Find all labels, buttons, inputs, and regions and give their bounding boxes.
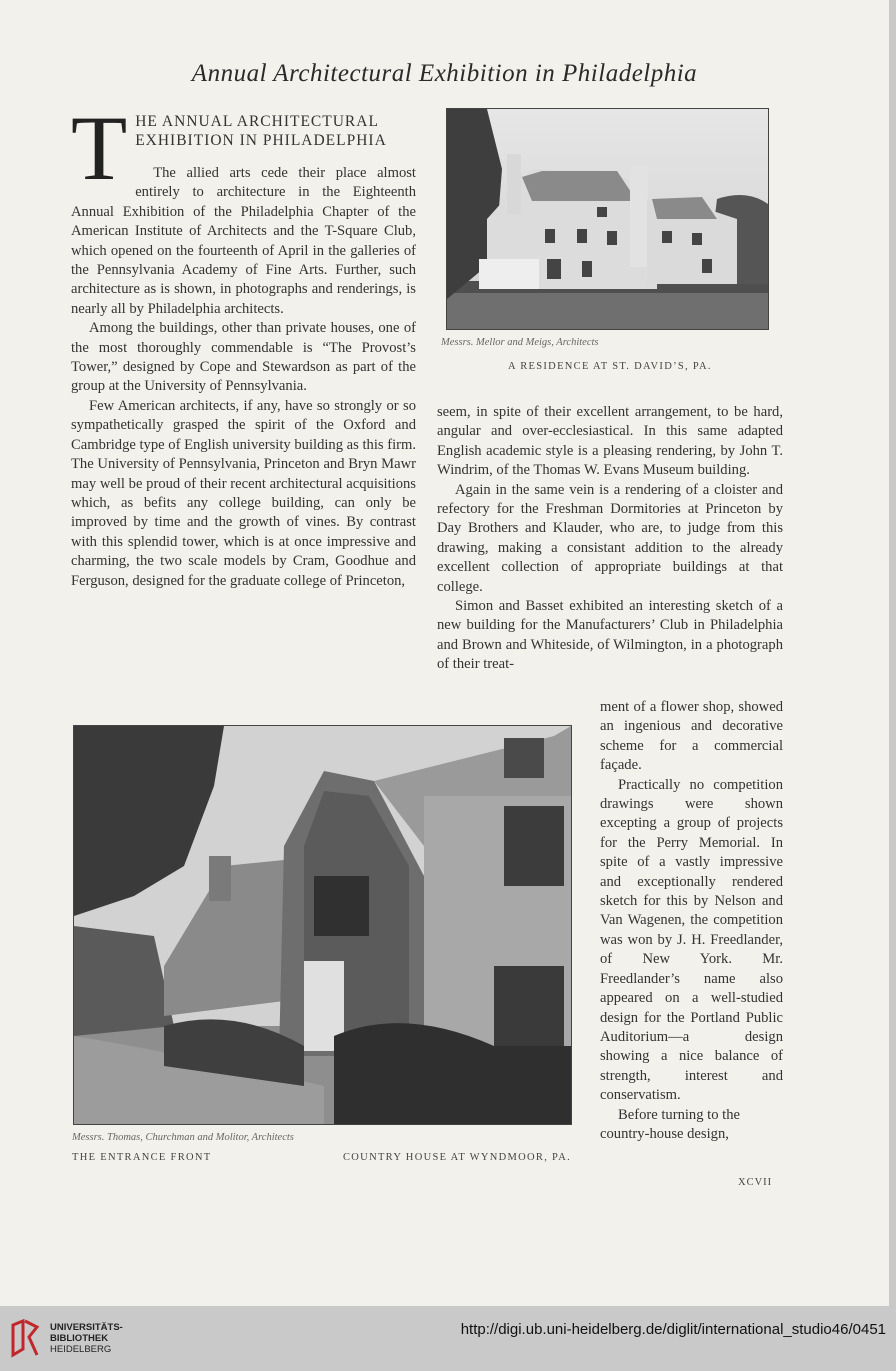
running-head: Annual Architectural Exhibition in Philadelphia — [191, 60, 698, 87]
photo-credit: Messrs. Thomas, Churchman and Molitor, Architects — [72, 1132, 294, 1143]
residence-photo — [446, 108, 769, 330]
logo-line: UNIVERSITÄTS- — [50, 1322, 123, 1333]
paragraph: Few American architects, if any, have so strongly or so sympathetically grasped the spirit of the Oxford and Cambridge type of English university building as this firm. The University of Pennsylvania, Princeton and Bryn Mawr may well be proud of their recent architectural acquisitions which, as befits any college building, can only be improved by time and the growth of vines. By contrast with this splendid tower, which is at once impressive and charming, the two scale models by Cram, Goodhue and Ferguson, designed for the graduate college of Princeton, — [71, 397, 416, 589]
library-footer — [0, 1306, 896, 1371]
paragraph: Simon and Basset exhibited an interesting sketch of a new building for the Manufacturers’ Club in Philadelphia and Brown and Whiteside, of Wilmington, in a photograph of their treat- — [437, 598, 783, 673]
country-house-photo — [73, 725, 572, 1125]
photo-caption-right: COUNTRY HOUSE AT WYNDMOOR, PA. — [343, 1152, 572, 1163]
article-column-right — [437, 403, 783, 675]
article-title-line1: HE ANNUAL ARCHITECTURAL — [135, 113, 379, 130]
library-logo-icon — [9, 1319, 41, 1359]
paragraph: Again in the same vein is a rendering of a cloister and refectory for the Freshman Dormitories at Princeton by Day Brothers and Klauder, who are, to judge from this drawing, making a consistant addition to the already excellent collection of appropriate buildings at that college. — [437, 481, 783, 595]
paragraph: ment of a flower shop, showed an ingenious and decorative scheme for a commercial façade. — [600, 699, 783, 774]
article-title-line2: EXHIBITION IN PHILADELPHIA — [135, 132, 387, 149]
paragraph: seem, in spite of their excellent arrangement, to be hard, angular and over-ecclesiastical. In this same adapted English academic style is a pleasing rendering, by John T. Windrim, of the Thomas W. Evans Museum building. — [437, 404, 783, 479]
drop-cap: T — [71, 97, 128, 199]
photo-caption: A RESIDENCE AT ST. DAVID’S, PA. — [508, 361, 712, 372]
logo-line: BIBLIOTHEK — [50, 1333, 109, 1344]
paragraph: Before turning to the country-house design, — [600, 1106, 740, 1142]
paragraph: Practically no competition drawings were shown excepting a group of projects for the Perry Memorial. In spite of a vastly impressive and exceptionally rendered sketch for this by Nelson and Van Wagenen, the competition was won by J. H. Freedlander, of New York. Mr. Freedlander’s name also appeared on a well-studied design for the Portland Public Auditorium—a design showing a nice balance of strength, interest and conservatism. — [600, 776, 783, 1104]
source-url-link[interactable]: http://digi.ub.uni-heidelberg.de/diglit/international_studio46/0451 — [460, 1321, 886, 1338]
article-column-narrow — [600, 698, 783, 1144]
logo-line: HEIDELBERG — [50, 1344, 112, 1355]
paragraph: The allied arts cede their place almost entirely to architecture in the Eighteenth Annual Exhibition of the Philadelphia Chapter of the American Institute of Architects and the T-Square Club, which opened on the fourteenth of April in the galleries of the Pennsylvania Academy of Fine Arts. Further, such architecture as is shown, in photographs and renderings, is nearly all by Philadelphia architects. — [71, 165, 416, 317]
page-number: XCVII — [738, 1177, 773, 1188]
photo-caption-left: THE ENTRANCE FRONT — [72, 1152, 212, 1163]
article-column-left — [71, 97, 416, 591]
library-logo-text — [50, 1322, 123, 1355]
photo-credit: Messrs. Mellor and Meigs, Architects — [441, 337, 599, 348]
paragraph: Among the buildings, other than private houses, one of the most thoroughly commendable is “The Provost’s Tower,” designed by Cope and Stewardson as part of the group at the University of Pennsylvania. — [71, 320, 416, 395]
